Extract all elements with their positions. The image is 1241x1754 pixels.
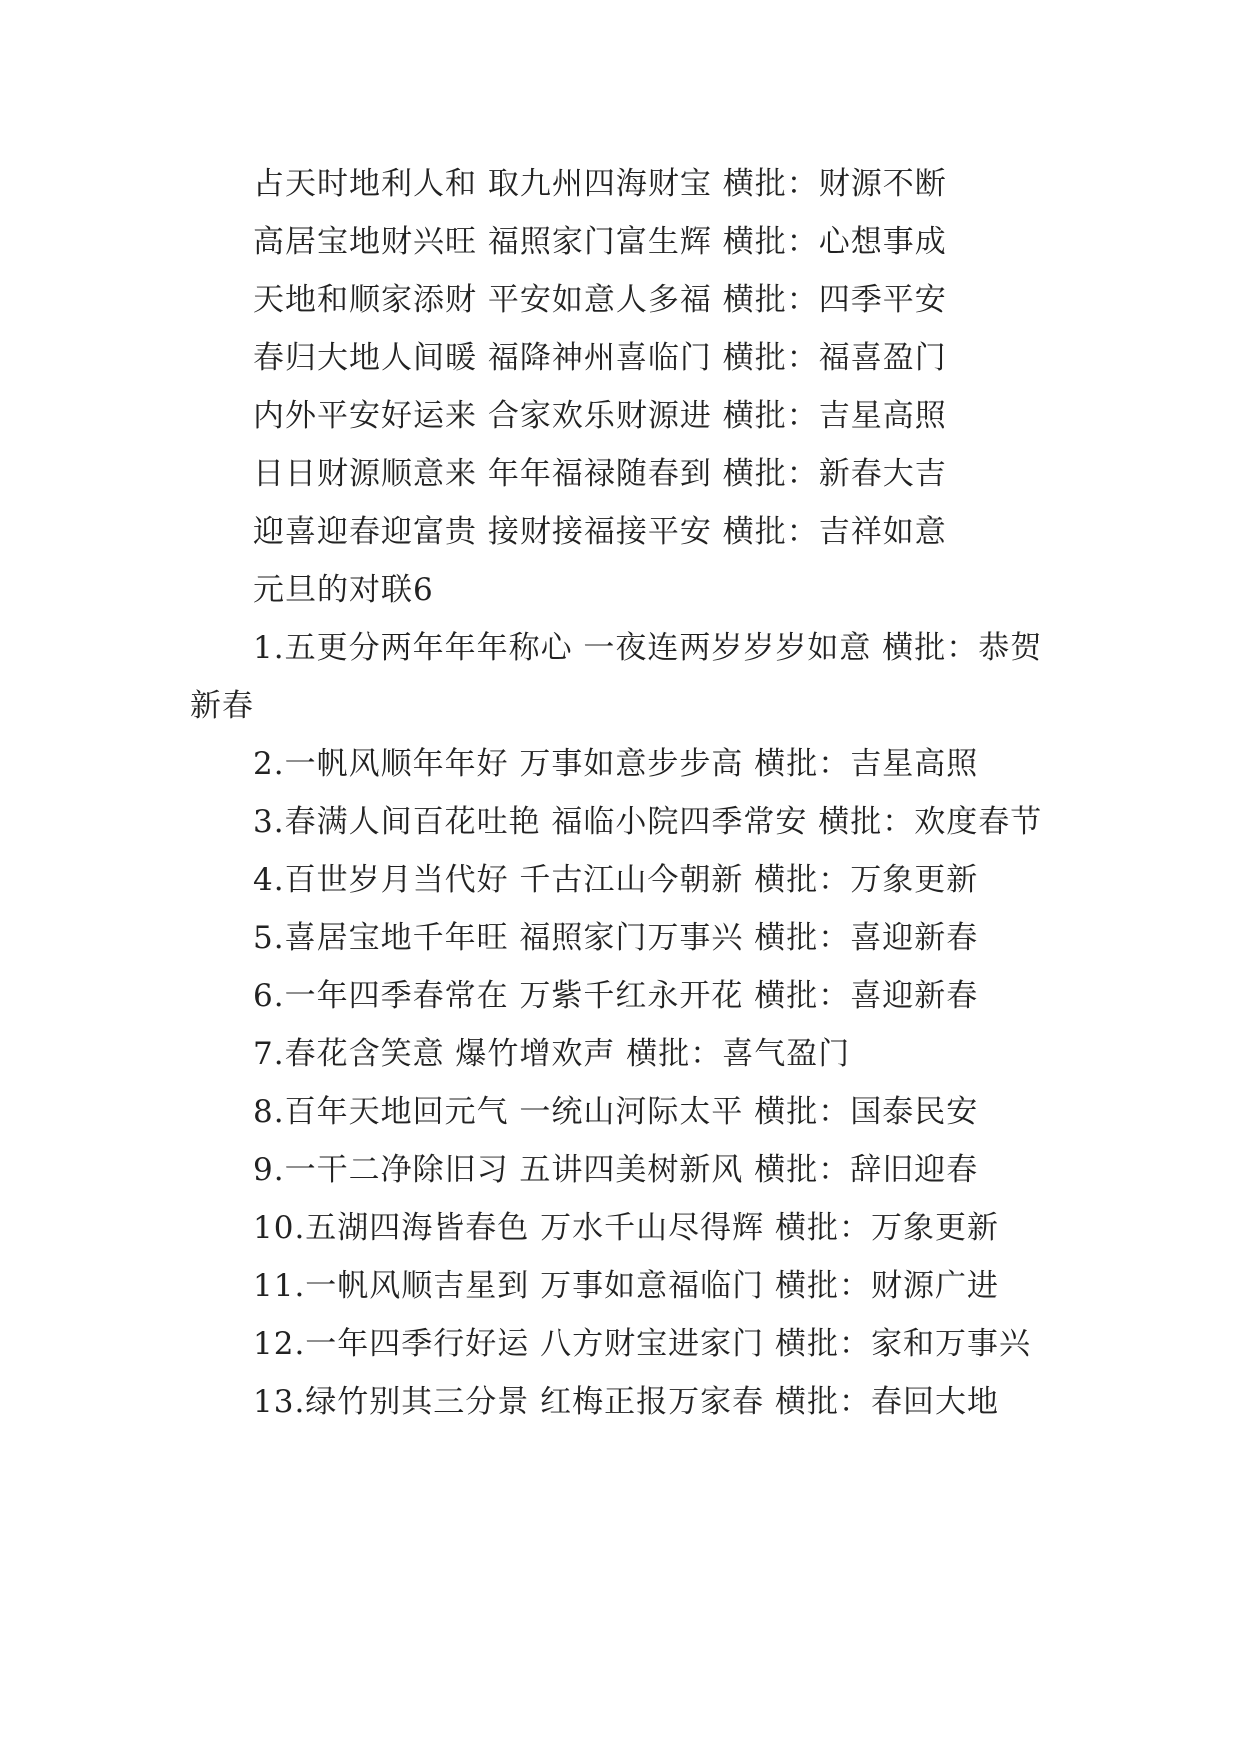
couplet-line: 天地和顺家添财 平安如意人多福 横批：四季平安	[253, 282, 947, 318]
numbered-couplet: 10.五湖四海皆春色 万水千山尽得辉 横批：万象更新	[253, 1210, 1000, 1246]
numbered-couplet: 9.一干二净除旧习 五讲四美树新风 横批：辞旧迎春	[253, 1152, 979, 1188]
numbered-couplet: 13.绿竹别其三分景 红梅正报万家春 横批：春回大地	[253, 1384, 1000, 1420]
document-body	[190, 155, 1070, 1431]
numbered-couplet: 4.百世岁月当代好 千古江山今朝新 横批：万象更新	[253, 862, 979, 898]
numbered-couplet: 11.一帆风顺吉星到 万事如意福临门 横批：财源广进	[253, 1268, 1000, 1304]
numbered-couplet: 7.春花含笑意 爆竹增欢声 横批：喜气盈门	[253, 1036, 851, 1072]
couplet-line: 春归大地人间暖 福降神州喜临门 横批：福喜盈门	[253, 340, 947, 376]
numbered-couplet: 3.春满人间百花吐艳 福临小院四季常安 横批：欢度春节	[253, 804, 1043, 840]
numbered-couplet: 2.一帆风顺年年好 万事如意步步高 横批：吉星高照	[253, 746, 979, 782]
couplet-line: 高居宝地财兴旺 福照家门富生辉 横批：心想事成	[253, 224, 947, 260]
couplet-line: 内外平安好运来 合家欢乐财源进 横批：吉星高照	[253, 398, 947, 434]
couplet-line: 迎喜迎春迎富贵 接财接福接平安 横批：吉祥如意	[253, 514, 947, 550]
couplet-line: 日日财源顺意来 年年福禄随春到 横批：新春大吉	[253, 456, 947, 492]
couplet-line: 占天时地利人和 取九州四海财宝 横批：财源不断	[253, 166, 947, 202]
section-heading: 元旦的对联6	[253, 572, 434, 608]
numbered-couplet: 8.百年天地回元气 一统山河际太平 横批：国泰民安	[253, 1094, 979, 1130]
numbered-couplet: 5.喜居宝地千年旺 福照家门万事兴 横批：喜迎新春	[253, 920, 979, 956]
numbered-couplet: 6.一年四季春常在 万紫千红永开花 横批：喜迎新春	[253, 978, 979, 1014]
numbered-couplet: 1.五更分两年年年称心 一夜连两岁岁岁如意 横批：恭贺新春	[190, 630, 1043, 724]
numbered-couplet: 12.一年四季行好运 八方财宝进家门 横批：家和万事兴	[253, 1326, 1032, 1362]
